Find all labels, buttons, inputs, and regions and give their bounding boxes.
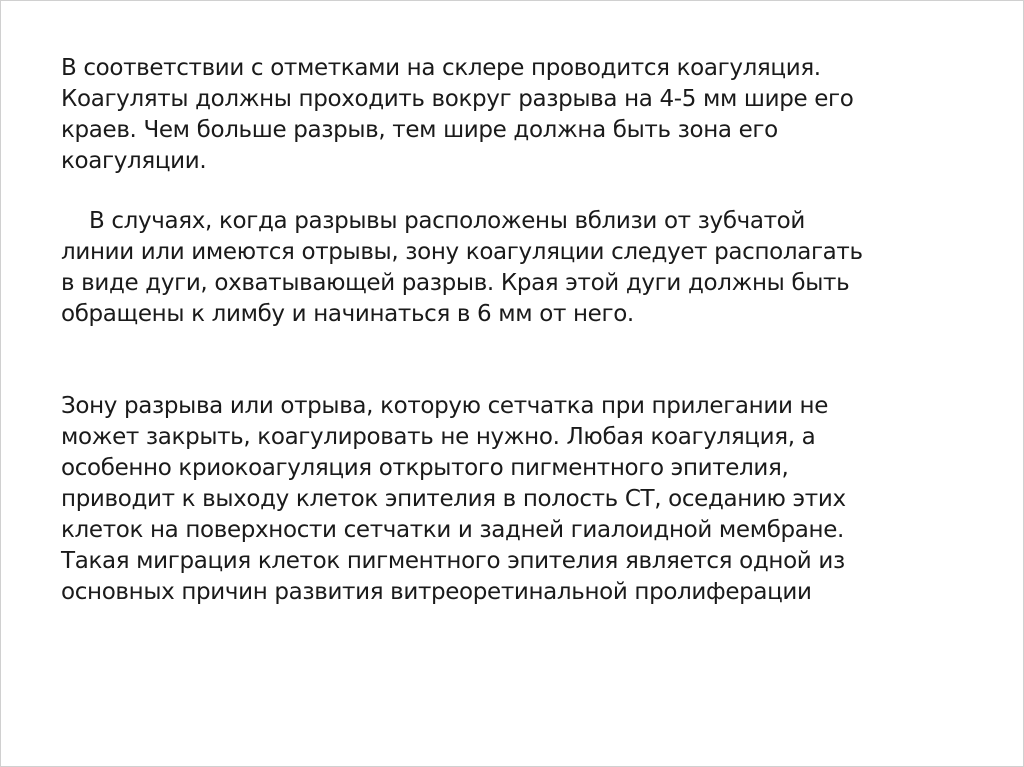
- paragraph-arc-coagulation: [61, 206, 863, 330]
- text-line: краев. Чем больше разрыв, тем шире должна быть зона его: [61, 117, 778, 143]
- text-line: Коагуляты должны проходить вокруг разрыва на 4-5 мм шире его: [61, 86, 854, 112]
- paragraph-rupture-zone: [61, 391, 846, 608]
- text-line: линии или имеются отрывы, зону коагуляции следует располагать: [61, 239, 863, 265]
- text-line: клеток на поверхности сетчатки и задней гиалоидной мембране.: [61, 517, 845, 543]
- text-line: Зону разрыва или отрыва, которую сетчатка при прилегании не: [61, 393, 829, 419]
- text-line: приводит к выходу клеток эпителия в полость СТ, оседанию этих: [61, 486, 846, 512]
- text-line: может закрыть, коагулировать не нужно. Любая коагуляция, а: [61, 424, 816, 450]
- text-line: Такая миграция клеток пигментного эпителия является одной из: [61, 548, 845, 574]
- text-line: основных причин развития витреоретинальной пролиферации: [61, 579, 812, 605]
- text-line: коагуляции.: [61, 148, 207, 174]
- paragraph-coagulation-marks: [61, 53, 853, 177]
- text-line: в виде дуги, охватывающей разрыв. Края этой дуги должны быть: [61, 270, 850, 296]
- text-line: В случаях, когда разрывы расположены вблизи от зубчатой: [89, 208, 805, 234]
- text-line: обращены к лимбу и начинаться в 6 мм от него.: [61, 301, 634, 327]
- text-line: особенно криокоагуляция открытого пигментного эпителия,: [61, 455, 789, 481]
- text-line: В соответствии с отметками на склере проводится коагуляция.: [61, 55, 821, 81]
